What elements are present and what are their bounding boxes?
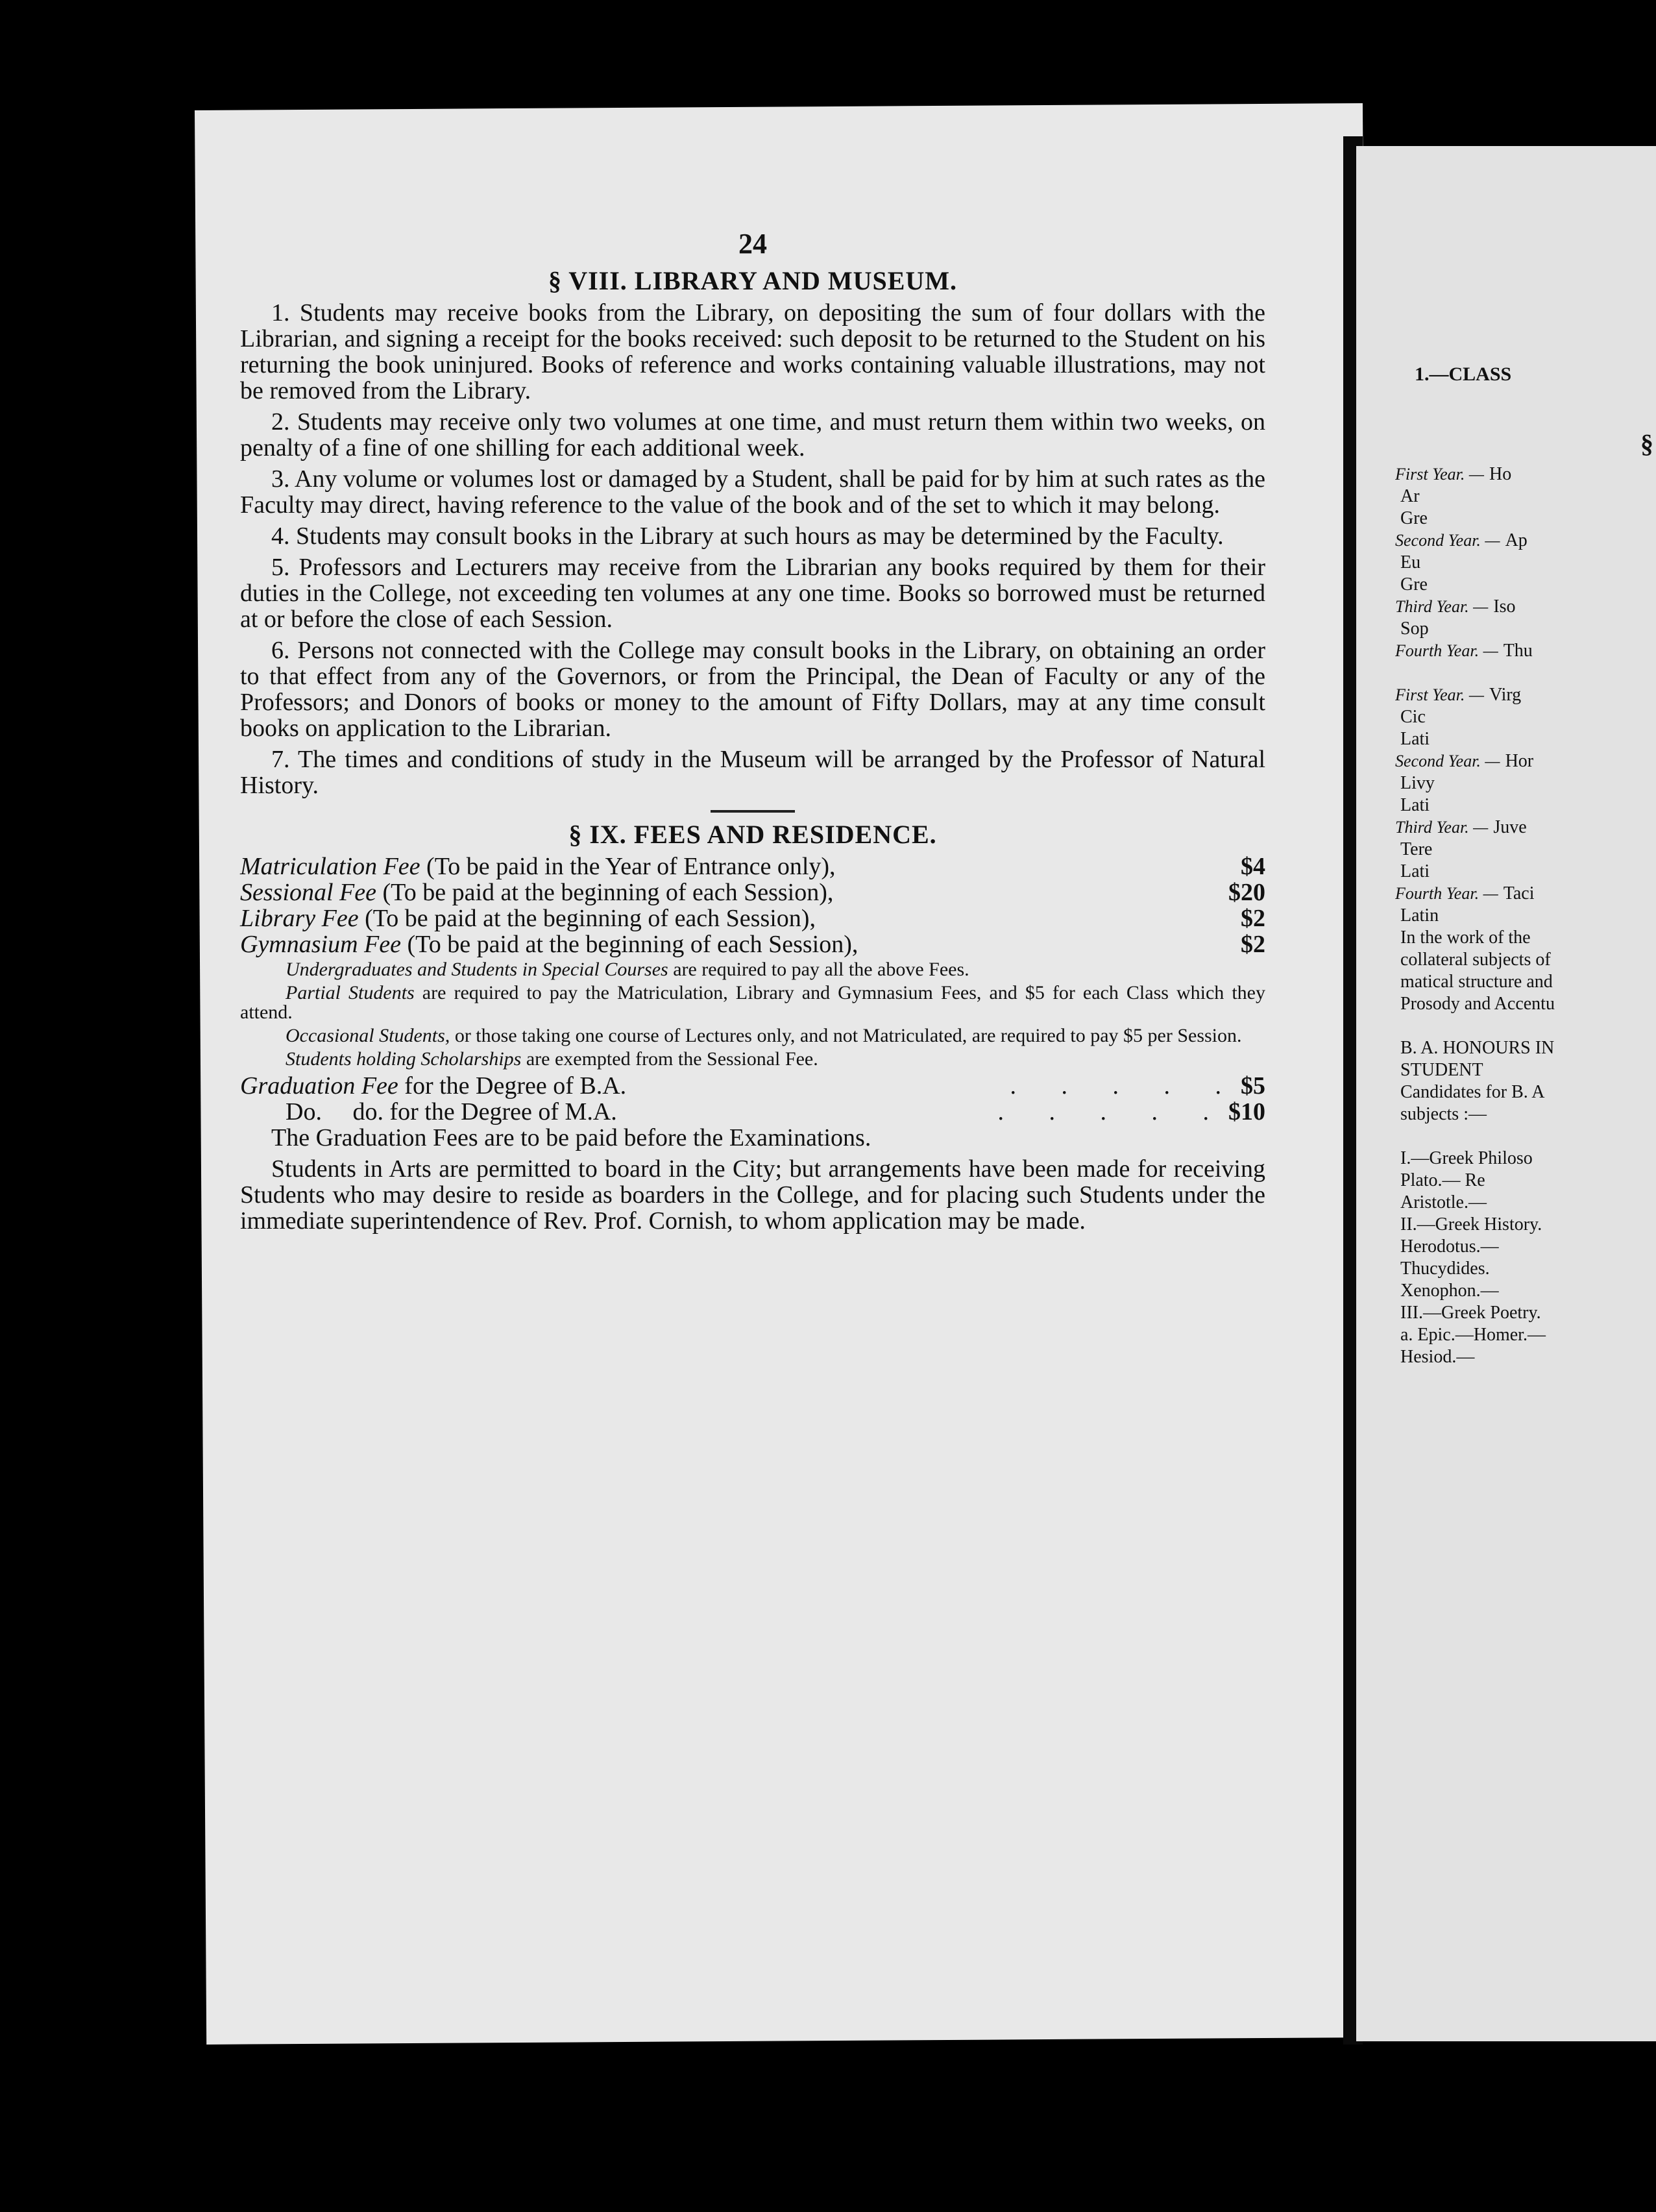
line-text: Herodotus.— [1400,1236,1499,1257]
right-line [1395,508,1656,530]
line-text: Aristotle.— [1400,1192,1487,1212]
line-text: In the work of the [1400,928,1531,948]
library-rule-2: 2. Students may receive only two volumes at one time, and must return them within two weeks, on penalty of a fine of one shilling for each additional week. [240,408,1265,461]
line-text: Thucydides. [1400,1259,1490,1279]
fee-name: Sessional Fee [240,879,377,906]
right-line [1395,750,1656,772]
line-text: STUDENT [1400,1060,1483,1080]
fee-note [240,1026,1265,1046]
right-line [1395,618,1656,640]
right-line [1395,1192,1656,1214]
right-line [1395,1280,1656,1302]
line-text: I.—Greek Philoso [1400,1148,1533,1168]
right-line [1395,1324,1656,1346]
year-label: Second Year. — [1395,752,1500,770]
year-label: Second Year. — [1395,531,1500,550]
year-label: Fourth Year. — [1395,641,1498,660]
fee-desc: (To be paid in the Year of Entrance only), [420,853,836,880]
right-line [1395,794,1656,817]
library-rule-6: 6. Persons not connected with the College may consult books in the Library, on obtaining an order to that effect from any of the Governors, or from the Principal, the Dean of Faculty or any of the Professors; and Donors of books or money to the amount of Fifty Dollars, may at any time consult books on application to the Librarian. [240,637,1265,742]
fee-amount: $20 [1228,879,1265,906]
right-line [1395,1059,1656,1081]
fee-amount: $4 [1241,853,1265,880]
line-text: Livy [1400,773,1435,793]
line-text: Juve [1493,817,1527,837]
line-text: Sop [1400,619,1429,639]
line-text: matical structure and [1400,972,1553,992]
line-text: Virg [1489,685,1522,705]
line-text: Candidates for B. A [1400,1082,1545,1102]
right-line [1395,552,1656,574]
right-line [1395,1258,1656,1280]
residence-paragraph: Students in Arts are permitted to board in the City; but arrangements have been made for receiving Students who may desire to reside as boarders in the College, and for placing such Students under the immediate superintendence of Rev. Prof. Cornish, to whom application may be made. [240,1155,1265,1235]
right-line [1395,1214,1656,1236]
right-line [1395,1170,1656,1192]
right-line [1395,839,1656,861]
right-line [1395,927,1656,949]
note-text: are required to pay the Matriculation, Library and Gymnasium Fees, and $5 for each Class which they attend. [240,982,1266,1023]
library-rule-5: 5. Professors and Lecturers may receive from the Librarian any books required by them for their duties in the College, not exceeding ten volumes at any one time. Books so borrowed must be returned at or before the close of each Session. [240,554,1265,633]
section-ix-title: § IX. FEES AND RESIDENCE. [568,820,937,849]
fee-name: Matriculation Fee [240,853,420,880]
year-label: Third Year. — [1395,818,1489,837]
graduation-fee-row [240,1099,1265,1125]
line-text: Iso [1493,596,1516,617]
right-line [1395,706,1656,728]
right-line [1395,1148,1656,1170]
fee-amount: $5 [1241,1072,1265,1100]
note-lead: Students holding Scholarships [286,1048,522,1070]
right-line [1395,640,1656,662]
right-section-mark: § [1640,429,1653,458]
line-text: Ar [1400,486,1420,506]
fee-amount: $2 [1241,905,1265,932]
line-text: Prosody and Accentu [1400,994,1555,1014]
right-line [1395,993,1656,1015]
year-label: First Year. — [1395,685,1485,704]
fee-note [240,1050,1265,1069]
note-lead: Undergraduates and Students in Special Courses [286,959,668,980]
right-line [1395,905,1656,927]
library-rule-7: 7. The times and conditions of study in the Museum will be arranged by the Professor of Natural History. [240,746,1265,799]
fee-name: Library Fee [240,905,359,932]
fee-row [240,854,1265,879]
library-rule-3: 3. Any volume or volumes lost or damaged by a Student, shall be paid for by him at such rates as the Faculty may direct, having reference to the value of the book and of the set to which it may belong. [240,465,1265,519]
right-line [1395,971,1656,993]
right-header: 1.—CLASS [1415,363,1512,385]
note-lead: Partial Students [286,982,415,1003]
right-line [1395,684,1656,706]
graduation-note: The Graduation Fees are to be paid before the Examinations. [271,1124,871,1151]
fee-amount: $10 [1228,1098,1265,1125]
line-text: Xenophon.— [1400,1281,1499,1301]
line-text: Taci [1503,883,1535,903]
line-text: Latin [1400,905,1439,926]
fee-name: Do. [286,1098,322,1125]
note-lead: Occasional Students, [286,1025,450,1046]
fee-desc: for the Degree of B.A. [398,1072,627,1100]
leader-dots: . . . . . [997,1098,1228,1125]
year-label: Fourth Year. — [1395,884,1498,903]
year-label: Third Year. — [1395,597,1489,616]
line-text: subjects :— [1400,1104,1487,1124]
line-text: Thu [1503,641,1533,661]
line-text: Hesiod.— [1400,1347,1475,1367]
right-line [1395,1346,1656,1368]
left-page-content [240,227,1265,1239]
right-line [1395,463,1656,485]
line-text: Lati [1400,861,1430,881]
right-line [1395,817,1656,839]
library-rule-1: 1. Students may receive books from the Library, on depositing the sum of four dollars with the Librarian, and signing a receipt for the books received: such deposit to be returned to the Student on his returning the book uninjured. Books of reference and works containing valuable illustrations, may not be removed from the Library. [240,299,1265,404]
right-line [1395,883,1656,905]
line-text: B. A. HONOURS IN [1400,1038,1555,1058]
line-text: Ap [1505,530,1528,550]
right-line [1395,574,1656,596]
fee-name: Gymnasium Fee [240,931,401,958]
line-text: Gre [1400,574,1428,595]
line-text: Hor [1505,751,1534,771]
section-divider [711,810,795,813]
fee-row [240,931,1265,957]
right-line [1395,596,1656,618]
right-line [1395,861,1656,883]
line-text: Gre [1400,508,1428,528]
fee-row [240,879,1265,905]
fee-note [240,983,1265,1022]
right-line [1395,728,1656,750]
right-line [1395,1015,1656,1037]
right-line [1395,1236,1656,1258]
section-viii-title: § VIII. LIBRARY AND MUSEUM. [548,266,958,295]
line-text: Lati [1400,729,1430,749]
right-line [1395,1037,1656,1059]
right-line [1395,485,1656,508]
library-rule-4: 4. Students may consult books in the Library at such hours as may be determined by the Faculty. [271,522,1224,550]
right-line [1395,662,1656,684]
line-text: Cic [1400,707,1426,727]
fee-desc: (To be paid at the beginning of each Session), [400,931,858,958]
line-text: collateral subjects of [1400,950,1551,970]
line-text: II.—Greek History. [1400,1214,1542,1235]
line-text: a. Epic.—Homer.— [1400,1325,1546,1345]
line-text: Ho [1489,464,1512,484]
graduation-fee-row [240,1073,1265,1099]
line-text: Lati [1400,795,1430,815]
fee-amount: $2 [1241,931,1265,958]
fee-desc: (To be paid at the beginning of each Session), [376,879,834,906]
fee-desc: do. for the Degree of M.A. [321,1098,617,1125]
line-text: Eu [1400,552,1421,572]
right-line [1395,949,1656,971]
leader-dots: . . . . . [1010,1072,1241,1100]
note-text: or those taking one course of Lectures only, and not Matriculated, are required to pay $5 per Session. [450,1025,1242,1046]
right-line [1395,1302,1656,1324]
right-page-content [1395,363,1656,1368]
right-line [1395,1125,1656,1148]
year-label: First Year. — [1395,465,1485,484]
line-text: Plato.— Re [1400,1170,1485,1190]
note-text: are exempted from the Sessional Fee. [521,1048,818,1070]
right-line [1395,530,1656,552]
fee-row [240,905,1265,931]
fee-note [240,960,1265,979]
right-line [1395,772,1656,794]
line-text: III.—Greek Poetry. [1400,1303,1541,1323]
right-line [1395,1103,1656,1125]
page-number: 24 [738,228,767,260]
fee-name: Graduation Fee [240,1072,398,1100]
note-text: are required to pay all the above Fees. [668,959,969,980]
fee-desc: (To be paid at the beginning of each Session), [358,905,816,932]
right-lines [1395,463,1656,1368]
line-text: Tere [1400,839,1433,859]
right-line [1395,1081,1656,1103]
